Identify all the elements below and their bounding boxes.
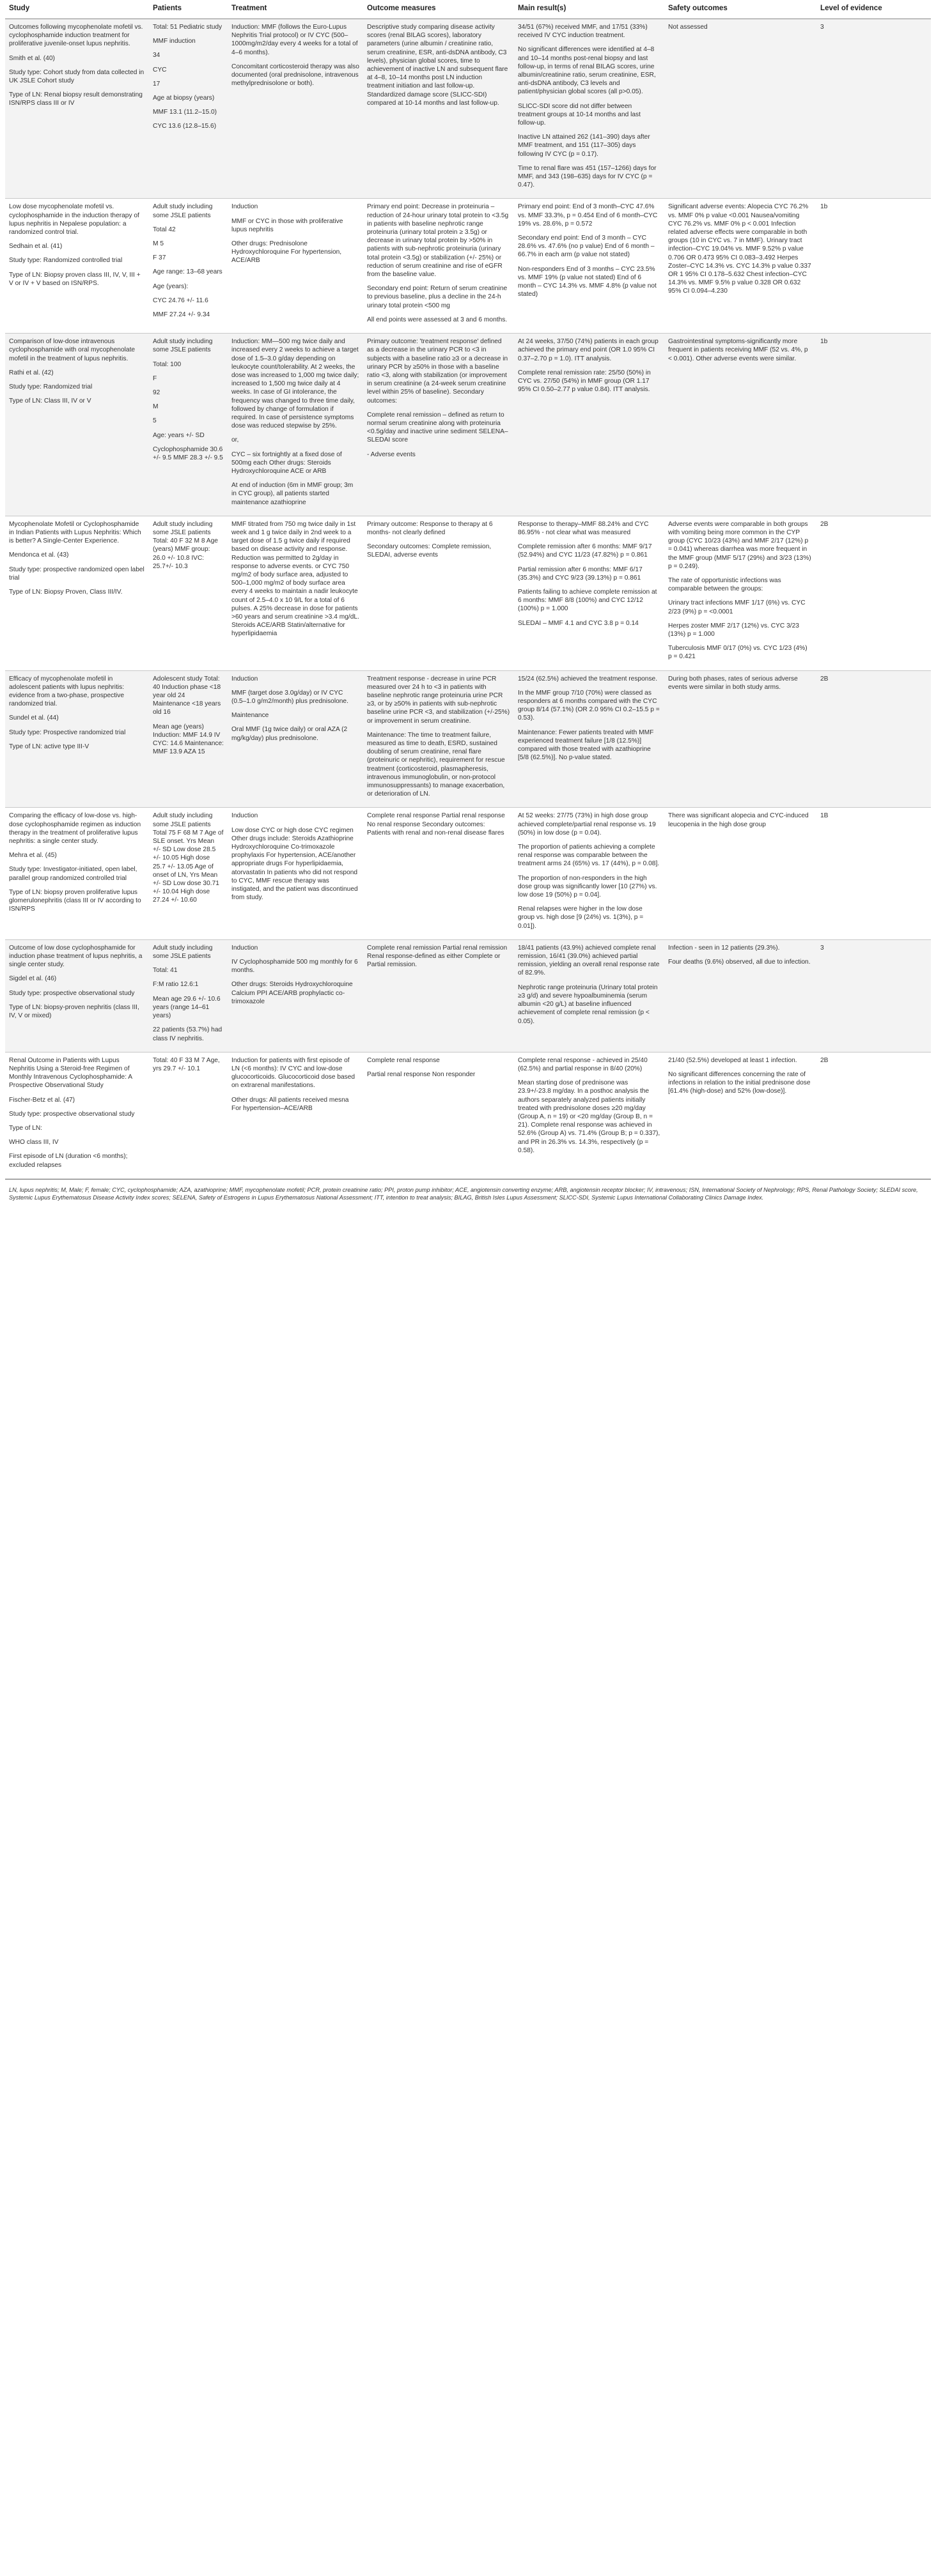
table-row [5,808,931,939]
study-paragraph: Mendonca et al. (43) [9,551,69,559]
treatment-paragraph: Induction: MMF (follows the Euro-Lupus Nephritis Trial protocol) or IV CYC (500–1000mg/m2/day every 4 weeks for a total of 4–6 months). [231,24,358,56]
patients-paragraph: Age: years +/- SD [153,431,205,439]
outcome-paragraph: Primary end point: Decrease in proteinuria – reduction of 24-hour urinary total protein to <3.5g in patients with baseline nephrotic range proteinuria (urinary total protein ≥ 3.5g) or decrease in urinary total protein by >50% in patients with sub-nephrotic proteinuria (urinary total protein <3.5g) or stabilization (+/- 25%) or reduction of serum creatinine and rise of eGFR from the baseline value. [367,203,509,279]
outcome-paragraph: Partial renal response Non responder [367,1070,476,1078]
patients-paragraph: 5 [153,417,157,425]
study-paragraph: First episode of LN (duration <6 months); excluded relapses [9,1153,128,1169]
results-cell [514,199,664,334]
column-header: Treatment [228,0,363,19]
safety-paragraph: No significant differences concerning the rate of infections in relation to the initial prednisone dose [61.4% (high-dose) and 52% (low-dose)]. [668,1070,811,1095]
results-paragraph: 34/51 (67%) received MMF, and 17/51 (33%) received IV CYC induction treatment. [518,24,648,40]
results-paragraph: SLEDAI – MMF 4.1 and CYC 3.8 p = 0.14 [518,619,639,627]
treatment-cell [228,1052,363,1178]
safety-paragraph: Infection - seen in 12 patients (29.3%). [668,944,780,952]
study-paragraph: Sundel et al. (44) [9,714,59,722]
level-cell: 3 [816,19,931,199]
safety-paragraph: 21/40 (52.5%) developed at least 1 infection. [668,1056,797,1064]
study-paragraph: Fischer-Betz et al. (47) [9,1096,75,1104]
patients-paragraph: F 37 [153,254,166,262]
study-paragraph: Outcomes following mycophenolate mofetil vs. cyclophosphamide induction treatment for proliferative juvenile-onset lupus nephritis. [9,24,143,48]
results-paragraph: Inactive LN attained 262 (141–390) days after MMF treatment, and 151 (117–305) days following IV CYC (p = 0.17). [518,134,650,158]
treatment-paragraph: Other drugs: All patients received mesna For hypertension–ACE/ARB [231,1096,349,1112]
treatment-paragraph: CYC – six fortnightly at a fixed dose of 500mg each Other drugs: Steroids Hydroxychloroquine ACE or ARB [231,451,342,475]
safety-paragraph: Four deaths (9.6%) observed, all due to infection. [668,959,811,966]
results-paragraph: Complete remission after 6 months: MMF 9/17 (52.94%) and CYC 11/23 (47.82%) p = 0.861 [518,543,652,559]
patients-paragraph: Age at biopsy (years) [153,95,215,102]
safety-cell [664,1052,816,1178]
table-row [5,199,931,334]
results-paragraph: 18/41 patients (43.9%) achieved complete renal remission, 16/41 (39.0%) achieved partial remission, yielding an overall renal response rate of 82.9%. [518,944,660,977]
results-paragraph: Response to therapy–MMF 88.24% and CYC 86.95% - not clear what was measured [518,520,649,536]
treatment-paragraph: Induction [231,944,258,952]
study-paragraph: Outcome of low dose cyclophosphamide for induction phase treatment of lupus nephritis, a single center study. [9,944,143,969]
results-paragraph: The proportion of patients achieving a complete renal response was comparable between the treatment arms 24 (65%) vs. 17 (44%), p = 0.08]. [518,844,660,868]
results-paragraph: At 24 weeks, 37/50 (74%) patients in each group achieved the primary end point (OR 1.0 95% CI 0.37–2.70 p = 1.0). ITT analysis. [518,338,659,362]
safety-paragraph: Urinary tract infections MMF 1/17 (6%) vs. CYC 2/23 (9%) p = <0.0001 [668,599,806,615]
patients-paragraph: 92 [153,389,160,396]
table-footnote: LN, lupus nephritis; M, Male; F, female; CYC, cyclophosphamide; AZA, azathioprine; MMF, mycophenolate mofetil; PCR, protein creatinine ratio; PPI, proton pump inhibitor; ACE, angiotensin converting enzyme; ARB, angiotensin receptor blocker; IV, intravenous; ISN, International Society of Nephrology; RPS, Renal Pathology Society; SLEDAI score, Systemic Lupus Erythematosus Disease Activity Index scores; SELENA, Safety of Estrogens in Lupus Erythematosus National Assessment; ITT, intention to treat analysis; BILAG, British Isles Lupus Assessment; SLICC-SDI, Systemic Lupus International Collaborating Clinics Damage Index. [5,1179,931,1201]
outcome-cell [363,516,514,670]
treatment-cell [228,334,363,516]
patients-paragraph: Total 42 [153,226,176,233]
patients-paragraph: Adult study including some JSLE patients [153,944,213,960]
outcome-paragraph: - Adverse events [367,451,416,458]
results-paragraph: Complete renal remission rate: 25/50 (50%) in CYC vs. 27/50 (54%) in MMF group (OR 1.17 95% CI 0.50–2.77 p value 0.84). ITT analysis. [518,369,651,394]
study-paragraph: Study type: prospective observational study [9,989,135,997]
safety-cell [664,19,816,199]
patients-paragraph: Adult study including some JSLE patients Total 75 F 68 M 7 Age of SLE onset. Yrs Mean +/- SD Low dose 28.5 +/- 10.05 High dose 25.7 +/- 13.05 Age of onset of LN, Yrs Mean +/- SD Low dose 30.71 +/- 10.04 High dose 27.24 +/- 10.60 [153,812,224,904]
study-paragraph: Smith et al. (40) [9,54,55,62]
column-header: Level of evidence [816,0,931,19]
patients-paragraph: Adult study including some JSLE patients [153,338,213,354]
safety-cell [664,516,816,670]
patients-cell [149,334,228,516]
study-paragraph: Type of LN: Class III, IV or V [9,397,91,405]
treatment-cell [228,19,363,199]
patients-paragraph: Adult study including some JSLE patients [153,203,213,219]
treatment-paragraph: MMF titrated from 750 mg twice daily in 1st week and 1 g twice daily in 2nd week to a target dose of 1.5 g twice daily if required based on disease activity and response. Reduction was permitted to 2g/day in response to adverse events. or CYC 750 mg/m2 of body surface area, adjusted to 500–1,000 mg/m2 of body surface area every 4 weeks to maintain a nadir leukocyte count of 2.5–4.0 x 10 9/L for a total of 6 pulses. A 25% decrease in dose for patients >60 years and serum creatinine >3.4 mg/dL. Steroids ACE/ARB Statin/alternative for hyperlipidaemia [231,520,359,638]
outcome-paragraph: Primary outcome: Response to therapy at 6 months- not clearly defined [367,520,493,536]
study-cell [5,334,149,516]
results-paragraph: The proportion of non-responders in the high dose group was significantly lower [10 (27%) vs. low dose 19 (50%) p = 0.04]. [518,874,657,899]
results-paragraph: Mean starting dose of prednisone was 23.9+/-23.8 mg/day. In a posthoc analysis the authors separately analyzed patients initially treated with prednisolone doses ≥20 mg/day (Group A, n = 19) or <20 mg/day (Group B, n = 21). Complete renal response was achieved in 52.6% (Group A) vs. 71.4% (Group B; p = 0.337), and PR in 26.3% vs. 14.3%, respectively (p = 0.58). [518,1079,660,1154]
table-row [5,334,931,516]
results-paragraph: Patients failing to achieve complete remission at 6 months: MMF 8/8 (100%) and CYC 12/12 (100%) p = 1.000 [518,588,657,613]
outcome-paragraph: Primary outcome: 'treatment response' defined as a decrease in the urinary PCR to <3 in subjects with a baseline ratio ≥3 or a decrease in urinary PCR by ≥50% in those with a baseline ratio <3, along with stabilization (or improvement in serum creatinine (a 24-week serum creatinine level within 25% of baseline). Secondary outcomes: [367,338,508,405]
study-paragraph: Efficacy of mycophenolate mofetil in adolescent patients with lupus nephritis: evidence from a two-phase, prospective randomized trial. [9,675,125,708]
treatment-paragraph: Maintenance [231,712,269,720]
patients-paragraph: CYC 13.6 (12.8–15.6) [153,123,217,130]
treatment-paragraph: Other drugs: Steroids Hydroxychloroquine Calcium PPI ACE/ARB prophylactic co- trimoxazole [231,981,353,1005]
column-header: Safety outcomes [664,0,816,19]
safety-paragraph: Not assessed [668,24,708,31]
patients-paragraph: Total: 51 Pediatric study [153,24,222,31]
evidence-table [5,0,931,1179]
study-cell [5,808,149,939]
study-paragraph: Type of LN: Renal biopsy result demonstrating ISN/RPS class III or IV [9,91,143,107]
treatment-cell [228,516,363,670]
treatment-paragraph: Induction: MM—500 mg twice daily and increased every 2 weeks to achieve a target dose of 1.5–3.0 g/day depending on leukocyte count/tolerability. At 2 weeks, the dose was increased to 1,000 mg twice daily; increased to 1,500 mg twice daily at 4 weeks. In case of GI intolerance, the frequency was changed to three time daily, followed by change of formulation if required. In case of persistence symptoms dose was reduced stepwise by 25%. [231,338,359,430]
study-cell [5,1052,149,1178]
treatment-paragraph: Induction [231,812,258,820]
study-paragraph: Renal Outcome in Patients with Lupus Nephritis Using a Steroid-free Regimen of Monthly Intravenous Cyclophosphamide: A Prospective Observational Study [9,1056,132,1090]
treatment-paragraph: Oral MMF (1g twice daily) or oral AZA (2 mg/kg/day) plus prednisolone. [231,726,348,742]
study-cell [5,19,149,199]
patients-paragraph: F [153,374,157,382]
outcome-paragraph: Secondary end point: Return of serum creatinine to previous baseline, plus a decline in the 24-h urinary total protein <500 mg [367,285,508,309]
outcome-cell [363,939,514,1052]
patients-cell [149,516,228,670]
treatment-paragraph: Concomitant corticosteroid therapy was also documented (oral prednisolone, intravenous methylprednisolone or both). [231,63,359,88]
document-page [0,0,936,1201]
outcome-cell [363,19,514,199]
results-cell [514,1052,664,1178]
study-paragraph: Study type: Cohort study from data collected in UK JSLE Cohort study [9,68,144,85]
safety-paragraph: There was significant alopecia and CYC-induced leucopenia in the high dose group [668,812,809,828]
study-paragraph: Study type: Randomized controlled trial [9,257,123,265]
outcome-paragraph: Complete renal response Partial renal response No renal response Secondary outcomes: Patients with renal and non-renal disease flares [367,812,505,837]
outcome-paragraph: All end points were assessed at 3 and 6 months. [367,316,508,323]
study-paragraph: Type of LN: Biopsy Proven, Class III/IV. [9,588,123,596]
study-paragraph: Comparison of low-dose intravenous cyclophosphamide with oral mycophenolate mofetil in the treatment of lupus nephritis. [9,338,136,362]
patients-paragraph: Age (years): [153,282,189,290]
results-paragraph: Primary end point: End of 3 month–CYC 47.6% vs. MMF 33.3%, p = 0.454 End of 6 month–CYC 19% vs. 28.6%, p = 0.572 [518,203,658,228]
results-cell [514,19,664,199]
study-paragraph: Study type: Investigator-initiated, open label, parallel group randomized controlled trial [9,866,137,882]
patients-paragraph: F:M ratio 12.6:1 [153,981,199,989]
patients-paragraph: Total: 40 F 33 M 7 Age, yrs 29.7 +/- 10.1 [153,1056,220,1072]
results-cell [514,516,664,670]
treatment-paragraph: IV Cyclophosphamide 500 mg monthly for 6 months. [231,959,358,975]
outcome-cell [363,334,514,516]
level-cell: 3 [816,939,931,1052]
treatment-paragraph: Low dose CYC or high dose CYC regimen Other drugs include: Steroids Azathioprine Hydroxychloroquine Co-trimoxazole prophylaxis For hypertension, ACE/another appropriate drugs For hyperlipidaemia, atorvastatin In patients who did not respond to CYC, MMF rescue therapy was instigated, and the patient was discontinued from study. [231,826,358,902]
study-paragraph: Sigdel et al. (46) [9,975,57,983]
outcome-paragraph: Maintenance: The time to treatment failure, measured as time to death, ESRD, sustained doubling of serum creatinine, renal flare (proteinuric or nephritic), requirement for rescue treatment (corticosteroid, plasmapheresis, intravenous immunoglobulin, or non-protocol immunosuppressants) to manage exacerbation, or deterioration of LN. [367,731,505,798]
study-paragraph: Study type: prospective randomized open label trial [9,566,144,582]
study-paragraph: Rathi et al. (42) [9,369,54,376]
results-paragraph: Secondary end point: End of 3 month – CYC 28.6% vs. 47.6% (no p value) End of 6 month – 66.7% in each arm (p value not stated) [518,235,655,259]
column-header: Main result(s) [514,0,664,19]
results-paragraph: Renal relapses were higher in the low dose group vs. high dose [9 (24%) vs. 1(3%), p = 0.01]). [518,906,644,930]
results-paragraph: Partial remission after 6 months: MMF 6/17 (35.3%) and CYC 9/23 (39.13%) p = 0.861 [518,566,643,582]
patients-paragraph: Total: 41 [153,967,178,975]
outcome-cell [363,199,514,334]
header-row [5,0,931,19]
patients-paragraph: Adult study including some JSLE patients Total: 40 F 32 M 8 Age (years) MMF group: 26.0 +/- 10.8 IVC: 25.7+/- 10.3 [153,520,218,570]
level-cell: 1b [816,334,931,516]
outcome-paragraph: Secondary outcomes: Complete remission, SLEDAI, adverse events [367,543,492,559]
patients-paragraph: Adolescent study Total: 40 Induction phase <18 year old 24 Maintenance <18 years old 16 [153,675,221,716]
patients-paragraph: 34 [153,52,160,59]
treatment-cell [228,808,363,939]
table-row [5,1052,931,1178]
study-paragraph: Study type: Prospective randomized trial [9,729,126,736]
treatment-paragraph: or, [231,436,239,444]
study-paragraph: Type of LN: [9,1124,43,1132]
patients-paragraph: CYC 24.76 +/- 11.6 [153,297,208,304]
level-cell: 2B [816,1052,931,1178]
treatment-paragraph: Other drugs: Prednisolone Hydroxychloroquine For hypertension, ACE/ARB [231,240,342,265]
table-row [5,19,931,199]
table-body [5,19,931,1179]
results-cell [514,939,664,1052]
safety-paragraph: Herpes zoster MMF 2/17 (12%) vs. CYC 3/23 (13%) p = 1.000 [668,622,799,638]
study-paragraph: Type of LN: Biopsy proven class III, IV, V, III + V or IV + V based on ISN/RPS. [9,271,141,287]
outcome-paragraph: Descriptive study comparing disease activity scores (renal BILAG scores), laboratory parameters (urine albumin / creatinine ratio, serum creatinine, ESR, anti-dsDNA antibody, C3 levels), physician global scores, time to achievement of inactive LN and subsequent flare at 4–8, 10–14 months post LN induction treatment initiation and last follow-up. Standardized damage score (SLICC-SDI) compared at 10-14 months and last follow-up. [367,24,508,107]
patients-cell [149,939,228,1052]
results-paragraph: SLICC-SDI score did not differ between treatment groups at 10-14 months and last follow-up. [518,102,641,127]
study-paragraph: Study type: Randomized trial [9,383,93,390]
treatment-paragraph: MMF (target dose 3.0g/day) or IV CYC (0.5–1.0 g/m2/month) plus prednisolone. [231,689,348,705]
patients-cell [149,1052,228,1178]
treatment-cell [228,939,363,1052]
patients-paragraph: Mean age 29.6 +/- 10.6 years (range 14–61 years) [153,995,221,1020]
patients-cell [149,199,228,334]
results-paragraph: In the MMF group 7/10 (70%) were classed as responders at 6 months compared with the CYC group 8/14 (57.1%) (OR 2.0 95% CI 0.2–15.5 p = 0.53). [518,689,660,722]
table-row [5,516,931,670]
patients-cell [149,19,228,199]
results-paragraph: Time to renal flare was 451 (157–1266) days for MMF, and 343 (198–635) days for IV CYC (p = 0.47). [518,164,657,189]
results-paragraph: Complete renal response - achieved in 25/40 (62.5%) and partial response in 8/40 (20%) [518,1056,648,1072]
column-header: Patients [149,0,228,19]
patients-paragraph: Total: 100 [153,360,182,368]
patients-paragraph: Mean age (years) Induction: MMF 14.9 IV CYC: 14.6 Maintenance: MMF 13.9 AZA 15 [153,723,224,756]
table-row [5,939,931,1052]
patients-paragraph: Age range: 13–68 years [153,268,222,276]
column-header: Outcome measures [363,0,514,19]
results-paragraph: At 52 weeks: 27/75 (73%) in high dose group achieved complete/partial renal response vs. 19 (50%) in low dose (p = 0.04). [518,812,656,837]
treatment-paragraph: At end of induction (6m in MMF group; 3m in CYC group), all patients started maintenance azathioprine [231,482,354,506]
study-paragraph: Sedhain et al. (41) [9,243,63,251]
study-paragraph: Type of LN: active type III-V [9,743,90,750]
results-cell [514,670,664,808]
safety-paragraph: The rate of opportunistic infections was comparable between the groups: [668,576,781,593]
treatment-paragraph: Induction [231,675,258,683]
outcome-cell [363,1052,514,1178]
treatment-cell [228,199,363,334]
outcome-paragraph: Treatment response - decrease in urine PCR measured over 24 h to <3 in patients with baseline nephrotic range proteinuria urine PCR ≥3, or by ≥50% in patients with sub-nephrotic baseline urine PCR <3, and stabilization (+/-25%) or improvement in serum creatinine. [367,675,510,725]
level-cell: 2B [816,670,931,808]
safety-cell [664,808,816,939]
study-cell [5,939,149,1052]
results-cell [514,334,664,516]
study-cell [5,670,149,808]
patients-paragraph: M 5 [153,240,164,248]
safety-paragraph: During both phases, rates of serious adverse events were similar in both study arms. [668,675,798,691]
study-paragraph: Mycophenolate Mofetil or Cyclophosphamide in Indian Patients with Lupus Nephritis: Which is better? A Single-Center Experience. [9,520,141,545]
study-paragraph: Type of LN: biopsy-proven nephritis (class III, IV, V or mixed) [9,1003,139,1020]
treatment-paragraph: MMF or CYC in those with proliferative lupus nephritis [231,217,343,233]
patients-paragraph: M [153,403,159,411]
safety-cell [664,199,816,334]
outcome-paragraph: Complete renal response [367,1056,440,1064]
outcome-cell [363,670,514,808]
safety-paragraph: Significant adverse events: Alopecia CYC 76.2% vs. MMF 0% p value <0.001 Nausea/vomiting CYC 76.2% vs. MMF 0% p < 0.001 Infection related adverse effects were comparable in both groups (10 in CYC vs. 7 in MMF). Urinary tract infection–CYC 19.04% vs. MMF 9.52% p value 0.706 OR 0.473 95% CI 0.083–3.492 Herpes Zoster–CYC 14.3% vs. CYC 14.3% p value 0.337 OR 1 95% CI 0.178–5.632 Chest infection–CYC 14.3% vs. MMF 9.5% p value 0.328 OR 0.632 95% CI 0.094–4.230 [668,203,811,295]
level-cell: 1b [816,199,931,334]
safety-paragraph: Tuberculosis MMF 0/17 (0%) vs. CYC 1/23 (4%) p = 0.421 [668,645,807,661]
results-paragraph: Maintenance: Fewer patients treated with MMF experienced treatment failure [1/8 (12.5%)] compared with those treated with azathioprine [5/8 (62.5%)]. No p-value stated. [518,729,654,762]
treatment-cell [228,670,363,808]
study-paragraph: Type of LN: biopsy proven proliferative lupus glomerulonephritis (class III or IV according to ISN/RPS [9,888,141,913]
treatment-paragraph: Induction [231,203,258,211]
outcome-paragraph: Complete renal remission Partial renal remission Renal response-defined as either Complete or Partial remission. [367,944,508,969]
patients-paragraph: MMF 13.1 (11.2–15.0) [153,109,217,116]
table-header [5,0,931,19]
safety-cell [664,334,816,516]
outcome-cell [363,808,514,939]
patients-paragraph: MMF 27.24 +/- 9.34 [153,311,210,319]
patients-paragraph: CYC [153,66,167,73]
results-cell [514,808,664,939]
results-paragraph: Nephrotic range proteinuria (Urinary total protein ≥3 g/d) and severe hypoalbuminemia (serum albumin <20 g/L) at baseline influenced achievement of complete renal remission (p < 0.05). [518,983,658,1025]
results-paragraph: 15/24 (62.5%) achieved the treatment response. [518,675,658,683]
table-row [5,670,931,808]
patients-cell [149,808,228,939]
level-cell: 1B [816,808,931,939]
treatment-paragraph: Induction for patients with first episode of LN (<6 months): IV CYC and low-dose glucocorticoids. Glucocorticoid dose based on extrarenal manifestations. [231,1056,355,1090]
outcome-paragraph: Complete renal remission – defined as return to normal serum creatinine along with proteinuria <0.5g/day and inactive urine sediment SELENA–SLEDAI score [367,411,508,444]
study-cell [5,199,149,334]
column-header: Study [5,0,149,19]
patients-cell [149,670,228,808]
study-paragraph: WHO class III, IV [9,1139,59,1146]
safety-paragraph: Adverse events were comparable in both groups with vomiting being more common in the CYP group (CYC 10/23 (43%) and MMF 2/17 (12%) p = 0.041) whereas diarrhea was more frequent in the MMF group (MMF 5/17 (29%) and 3/23 (13%) p = 0.249). [668,520,811,570]
safety-paragraph: Gastrointestinal symptoms-significantly more frequent in patients receiving MMF (52 vs. 4%, p < 0.001). Other adverse events were similar. [668,338,808,362]
study-paragraph: Study type: prospective observational study [9,1110,135,1118]
patients-paragraph: Cyclophosphamide 30.6 +/- 9.5 MMF 28.3 +/- 9.5 [153,445,223,461]
study-cell [5,516,149,670]
results-paragraph: No significant differences were identified at 4–8 and 10–14 months post-renal biopsy and last follow-up, in terms of renal BILAG scores, urine albumin/creatinine ratio, serum creatinine, ESR, anti-dsDNA antibody, C3 levels and patient/physician global scores (all p>0.05). [518,46,656,96]
patients-paragraph: 22 patients (53.7%) had class IV nephritis. [153,1026,222,1042]
safety-cell [664,939,816,1052]
study-paragraph: Comparing the efficacy of low-dose vs. high-dose cyclophosphamide regimen as induction therapy in the treatment of proliferative lupus nephritis: a single center study. [9,812,141,845]
safety-cell [664,670,816,808]
patients-paragraph: 17 [153,80,160,88]
results-paragraph: Non-responders End of 3 months – CYC 23.5% vs. MMF 19% (p value not stated) End of 6 month – CYC 14.3% vs. MMF 4.8% (p value not stated) [518,265,657,298]
study-paragraph: Low dose mycophenolate mofetil vs. cyclophosphamide in the induction therapy of lupus nephritis in Nepalese population: a randomized control trial. [9,203,139,236]
patients-paragraph: MMF induction [153,38,196,45]
study-paragraph: Mehra et al. (45) [9,852,57,860]
level-cell: 2B [816,516,931,670]
